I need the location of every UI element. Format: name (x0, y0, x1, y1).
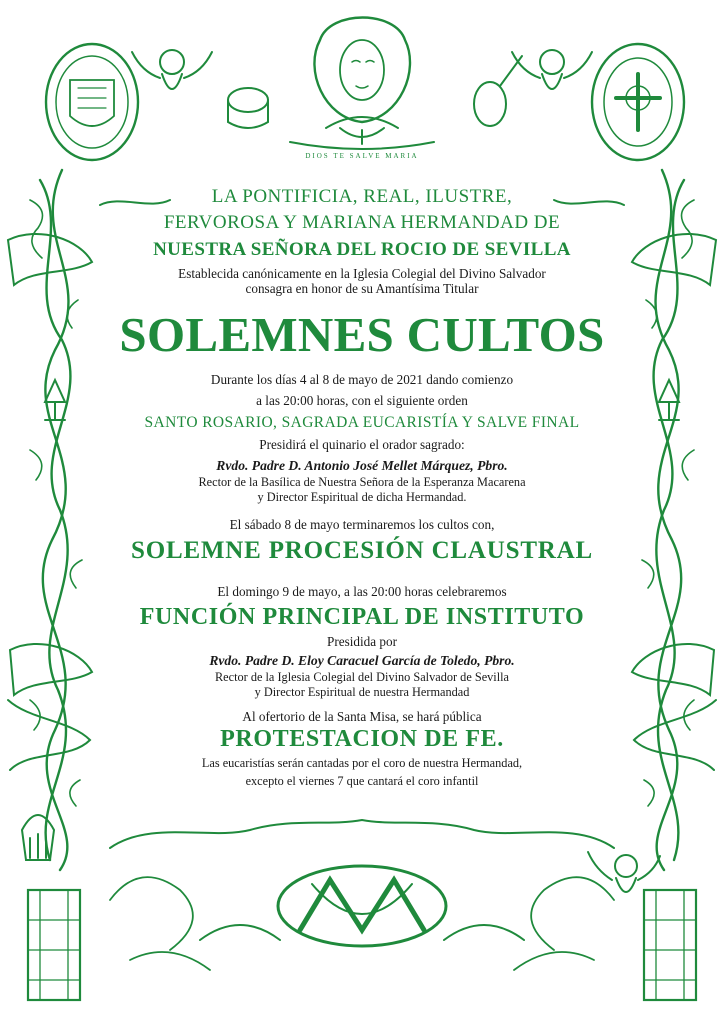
function-role-1: Rector de la Iglesia Colegial del Divino Salvador de Sevilla (214, 670, 510, 684)
quinario-presides: Presidirá el quinario el orador sagrado: (259, 437, 465, 452)
choir-line-2: excepto el viernes 7 que cantará el coro infantil (245, 774, 479, 788)
header-line-1: LA PONTIFICIA, REAL, ILUSTRE, (211, 186, 513, 207)
madonna-face-icon (314, 18, 410, 123)
function-role-2: y Director Espiritual de nuestra Hermandad (254, 685, 470, 699)
monogram-icon (200, 866, 524, 946)
choir-line-1: Las eucaristías serán cantadas por el coro de nuestra Hermandad, (201, 756, 523, 770)
main-title: SOLEMNES CULTOS (119, 307, 605, 362)
procession-intro: El sábado 8 de mayo terminaremos los cultos con, (229, 517, 495, 532)
quinario-time: a las 20:00 horas, con el siguiente orden (256, 393, 468, 408)
procession-title: SOLEMNE PROCESIÓN CLAUSTRAL (131, 537, 593, 564)
seal-text: DIOS TE SALVE MARIA (305, 152, 419, 160)
protestation-title: PROTESTACION DE FE. (220, 726, 504, 752)
function-intro: El domingo 9 de mayo, a las 20:00 horas celebraremos (217, 584, 507, 599)
cross-medallion-icon (592, 44, 684, 160)
header-line-2: FERVOROSA Y MARIANA HERMANDAD DE (163, 212, 561, 233)
drum-icon (228, 88, 268, 128)
protestation-intro: Al ofertorio de la Santa Misa, se hará pública (242, 709, 482, 724)
dedication-text: consagra en honor de su Amantísima Titular (245, 281, 479, 296)
brotherhood-name: NUESTRA SEÑORA DEL ROCIO DE SEVILLA (153, 239, 571, 260)
function-presided: Presidida por (327, 634, 397, 649)
quinario-role-1: Rector de la Basílica de Nuestra Señora de la Esperanza Macarena (198, 475, 526, 489)
function-priest: Rvdo. Padre D. Eloy Caracuel García de Toledo, Pbro. (209, 653, 515, 668)
function-title: FUNCIÓN PRINCIPAL DE INSTITUTO (139, 604, 585, 630)
lute-icon (474, 56, 522, 126)
quinario-dates: Durante los días 4 al 8 de mayo de 2021 dando comienzo (210, 372, 514, 387)
quinario-preacher: Rvdo. Padre D. Antonio José Mellet Márquez, Pbro. (216, 458, 508, 473)
establishment-text: Establecida canónicamente en la Iglesia Colegial del Divino Salvador (178, 266, 546, 281)
quinario-order: SANTO ROSARIO, SAGRADA EUCARISTÍA Y SALVE FINAL (144, 414, 580, 431)
shield-left-icon (46, 44, 138, 160)
foliage-bottom (110, 877, 614, 970)
quinario-role-2: y Director Espiritual de dicha Hermandad. (257, 490, 467, 504)
